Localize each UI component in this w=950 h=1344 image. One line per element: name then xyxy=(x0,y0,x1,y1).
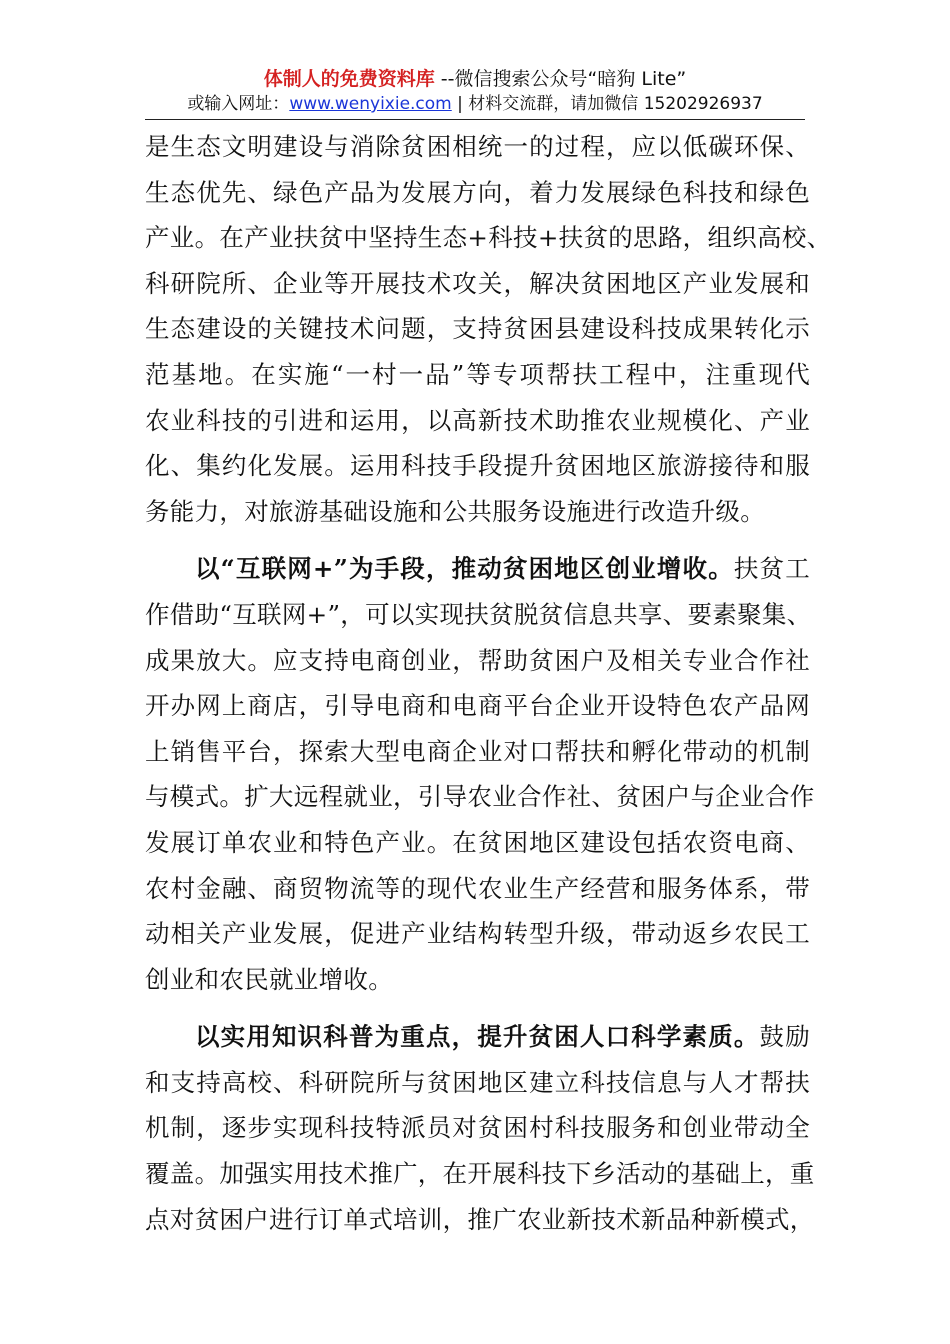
text-line: 上销售平台，探索大型电商企业对口帮扶和孵化带动的机制 xyxy=(145,736,810,766)
text-line: 开办网上商店，引导电商和电商平台企业开设特色农产品网 xyxy=(145,691,810,721)
paragraph-3 xyxy=(145,1014,815,1242)
text-line: 生态优先、绿色产品为发展方向，着力发展绿色科技和绿色 xyxy=(145,177,810,207)
section-heading-science: 以实用知识科普为重点，提升贫困人口科学素质。 xyxy=(195,1022,760,1052)
text-line: 机制，逐步实现科技特派员对贫困村科技服务和创业带动全 xyxy=(145,1113,810,1143)
text-line: 与模式。扩大远程就业，引导农业合作社、贫困户与企业合作 xyxy=(145,782,815,812)
header-line-1 xyxy=(0,66,950,92)
text-line: 创业和农民就业增收。 xyxy=(145,964,393,994)
paragraph-3-first-line xyxy=(145,1014,810,1060)
website-link[interactable]: www.wenyixie.com xyxy=(289,94,452,114)
text-run: 扶贫工 xyxy=(733,554,810,584)
text-line: 科研院所、企业等开展技术攻关，解决贫困地区产业发展和 xyxy=(145,268,810,298)
text-line: 农业科技的引进和运用，以高新技术助推农业规模化、产业 xyxy=(145,405,810,435)
paragraph-2 xyxy=(145,546,815,1002)
text-line: 覆盖。加强实用技术推广，在开展科技下乡活动的基础上，重 xyxy=(145,1159,815,1189)
header-line-2 xyxy=(0,92,950,116)
brand-title: 体制人的免费资料库 xyxy=(263,68,435,90)
header-tagline: --微信搜索公众号“暗狗 Lite” xyxy=(434,68,687,90)
text-line: 务能力，对旅游基础设施和公共服务设施进行改造升级。 xyxy=(145,496,765,526)
text-line: 产业。在产业扶贫中坚持生态+科技+扶贫的思路，组织高校、 xyxy=(145,223,832,253)
text-line: 发展订单农业和特色产业。在贫困地区建设包括农资电商、 xyxy=(145,827,810,857)
watermark-header xyxy=(0,66,950,116)
text-line: 和支持高校、科研院所与贫困地区建立科技信息与人才帮扶 xyxy=(145,1067,810,1097)
text-line: 范基地。在实施“一村一品”等专项帮扶工程中，注重现代 xyxy=(145,359,810,389)
text-line: 点对贫困户进行订单式培训，推广农业新技术新品种新模式， xyxy=(145,1204,815,1234)
url-prefix: 或输入网址： xyxy=(187,94,290,114)
section-heading-internet: 以“互联网+”为手段，推动贫困地区创业增收。 xyxy=(195,554,734,584)
url-suffix: | 材料交流群，请加微信 15202926937 xyxy=(451,94,763,114)
text-line: 农村金融、商贸物流等的现代农业生产经营和服务体系，带 xyxy=(145,873,810,903)
text-line: 成果放大。应支持电商创业，帮助贫困户及相关专业合作社 xyxy=(145,645,810,675)
text-line: 生态建设的关键技术问题，支持贫困县建设科技成果转化示 xyxy=(145,314,810,344)
text-run: 鼓励 xyxy=(759,1022,810,1052)
paragraph-1 xyxy=(145,124,832,534)
text-line: 动相关产业发展，促进产业结构转型升级，带动返乡农民工 xyxy=(145,919,810,949)
text-line: 化、集约化发展。运用科技手段提升贫困地区旅游接待和服 xyxy=(145,451,810,481)
header-divider xyxy=(145,119,805,120)
text-line: 是生态文明建设与消除贫困相统一的过程，应以低碳环保、 xyxy=(145,132,810,161)
paragraph-2-first-line xyxy=(145,546,810,592)
document-body xyxy=(145,124,832,1242)
text-line: 作借助“互联网+”，可以实现扶贫脱贫信息共享、要素聚集、 xyxy=(145,599,812,629)
